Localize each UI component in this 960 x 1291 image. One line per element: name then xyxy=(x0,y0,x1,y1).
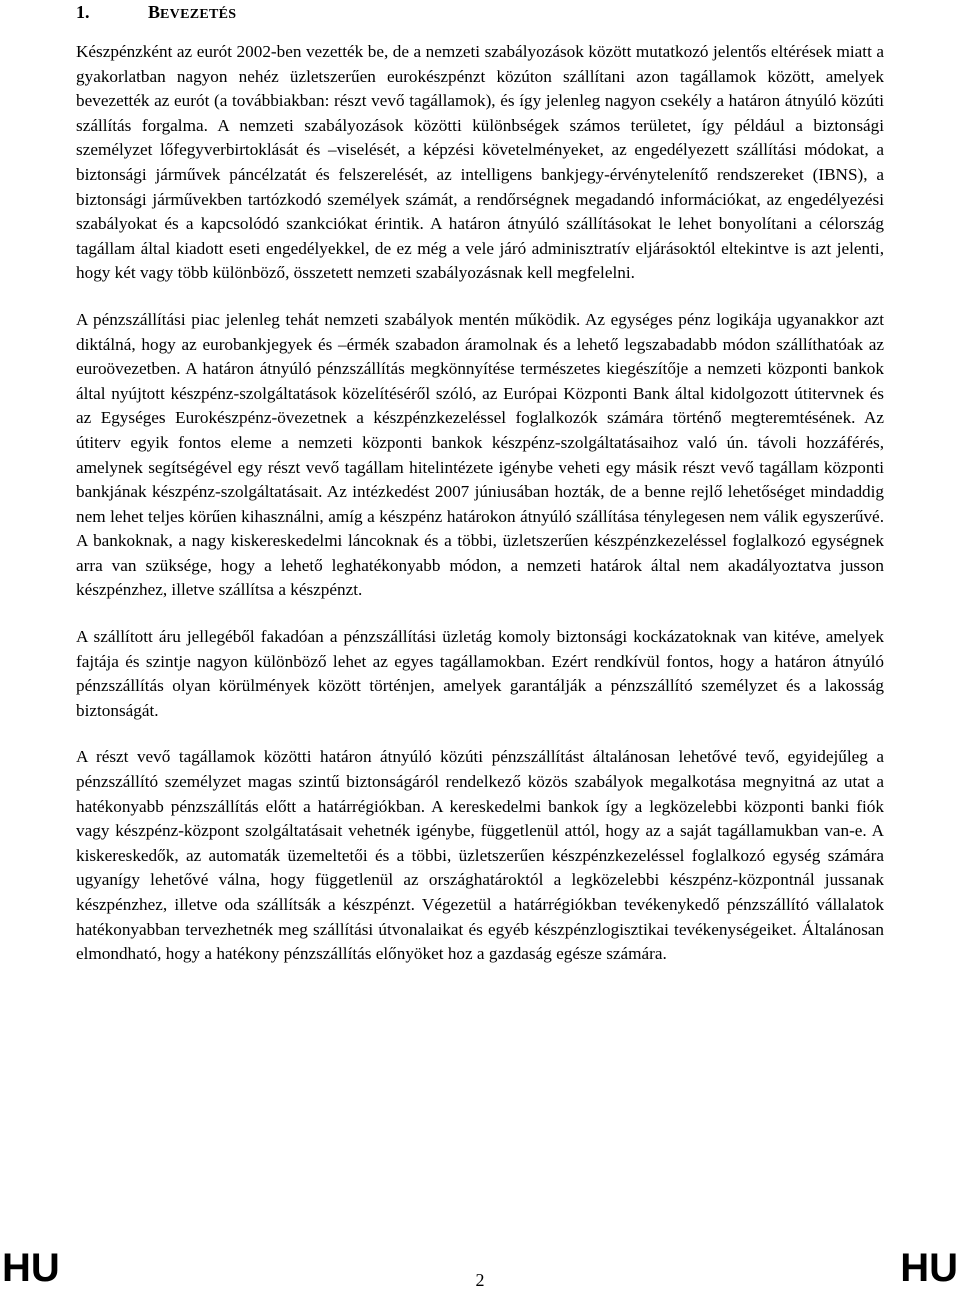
footer-language-code-right: HU xyxy=(900,1246,958,1290)
paragraph: A pénzszállítási piac jelenleg tehát nemzeti szabályok mentén működik. Az egységes pénz logikája ugyanakkor azt diktálná, hogy az eurobankjegyek és –érmék szabadon áramolnak és a lehető legszabadabb módon szállíthatóak az euroövezetben. A határon átnyúló pénzszállítás megkönnyítése természetes kiegészítője a nemzeti központi bankok által nyújtott készpénz-szolgáltatások közelítéséről szóló, az Európai Központi Bank által kidolgozott útitervnek és az Egységes Eurokészpénz-övezetnek a készpénzkezeléssel foglalkozók számára történő megteremtésének. Az útiterv egyik fontos eleme a nemzeti központi bankok készpénz-szolgáltatásaihoz való ún. távoli hozzáférés, amelynek segítségével egy részt vevő tagállam hitelintézete igénybe veheti egy másik részt vevő tagállam központi bankjának készpénz-szolgáltatásait. Az intézkedést 2007 júniusában hozták, de a benne rejlő lehetőséget mindaddig nem lehet teljes körűen kihasználni, amíg a készpénz határokon átnyúló szállítása ténylegesen nem válik egyszerűvé. A bankoknak, a nagy kiskereskedelmi láncoknak és a többi, üzletszerűen készpénzkezeléssel foglalkozó egységnek arra van szüksége, hogy a lehető leghatékonyabb módon, a nemzeti határok által nem akadályoztatva jusson készpénzhez, illetve szállítsa a készpénzt. xyxy=(76,309,884,600)
document-body xyxy=(76,40,884,989)
paragraph: Készpénzként az eurót 2002-ben vezették be, de a nemzeti szabályozások között mutatkozó jelentős eltérések miatt a gyakorlatban nagyon nehéz üzletszerűen eurokészpénzt közúton szállítani azon tagállamok között, amelyek bevezették az eurót (a továbbiakban: részt vevő tagállamok), és így jelenleg nagyon csekély a határon átnyúló közúti szállítás forgalma. A nemzeti szabályozások közötti különbségek számos területet, így például a biztonsági személyzet lőfegyverbirtoklását és –viselését, a képzési követelményeket, az engedélyezett szállítási módokat, a biztonsági járművek páncélzatát és felszerelését, az intelligens bankjegy-érvénytelenítő rendszereket (IBNS), a biztonsági járművekben tartózkodó személyek számát, a rendőrségnek megadandó információkat, az engedélyezési szabályokat és a kapcsolódó szankciókat érintik. A határon átnyúló szállításokat le lehet bonyolítani a célország tagállam által kiadott eseti engedélyekkel, de ez még a vele járó adminisztratív eljárásoktól eltekintve is azt jelenti, hogy két vagy több különböző, összetett nemzeti szabályozásnak kell megfelelni. xyxy=(76,42,884,283)
page-number: 2 xyxy=(475,1270,485,1290)
paragraph: A szállított áru jellegéből fakadóan a pénzszállítási üzletág komoly biztonsági kockázatoknak van kitéve, amelyek fajtája és szintje nagyon különböző lehet az egyes tagállamokban. Ezért rendkívül fontos, hogy a határon átnyúló pénzszállítás olyan körülmények között történjen, amelyek garantálják a pénzszállító személyzet és a lakosság biztonságát. xyxy=(76,627,884,720)
section-number: 1. xyxy=(76,2,90,22)
section-heading xyxy=(76,2,236,23)
section-title-initial: B xyxy=(148,2,161,22)
footer-language-code-left: HU xyxy=(2,1246,60,1290)
section-title-rest: EVEZETÉS xyxy=(160,7,237,22)
paragraph: A részt vevő tagállamok közötti határon átnyúló közúti pénzszállítást általánosan lehetővé tevő, egyidejűleg a pénzszállító személyzet magas szintű biztonságáról rendelkező közös szabályok megalkotása megnyitná az utat a hatékonyabb pénzszállítás előtt a határrégiókban. A kereskedelmi bankok így a legközelebbi központi banki fiók vagy készpénz-központ szolgáltatásait vehetnék igénybe, függetlenül attól, hogy az a saját tagállamukban van-e. A kiskereskedők, az automaták üzemeltetői és a többi, üzletszerűen készpénzkezeléssel foglalkozó egység számára ugyanígy lehetővé válna, hogy függetlenül az országhatároktól a legközelebbi készpénz-központnál jussanak készpénzhez, illetve oda szállítsák a készpénzt. Végezetül a határrégiókban tevékenykedő pénzszállító vállalatok hatékonyabban tervezhetnék meg szállítási útvonalaikat és egyéb készpénzlogisztikai tevékenységeiket. Általánosan elmondható, hogy a hatékony pénzszállítás előnyöket hoz a gazdaság egésze számára. xyxy=(76,747,884,964)
